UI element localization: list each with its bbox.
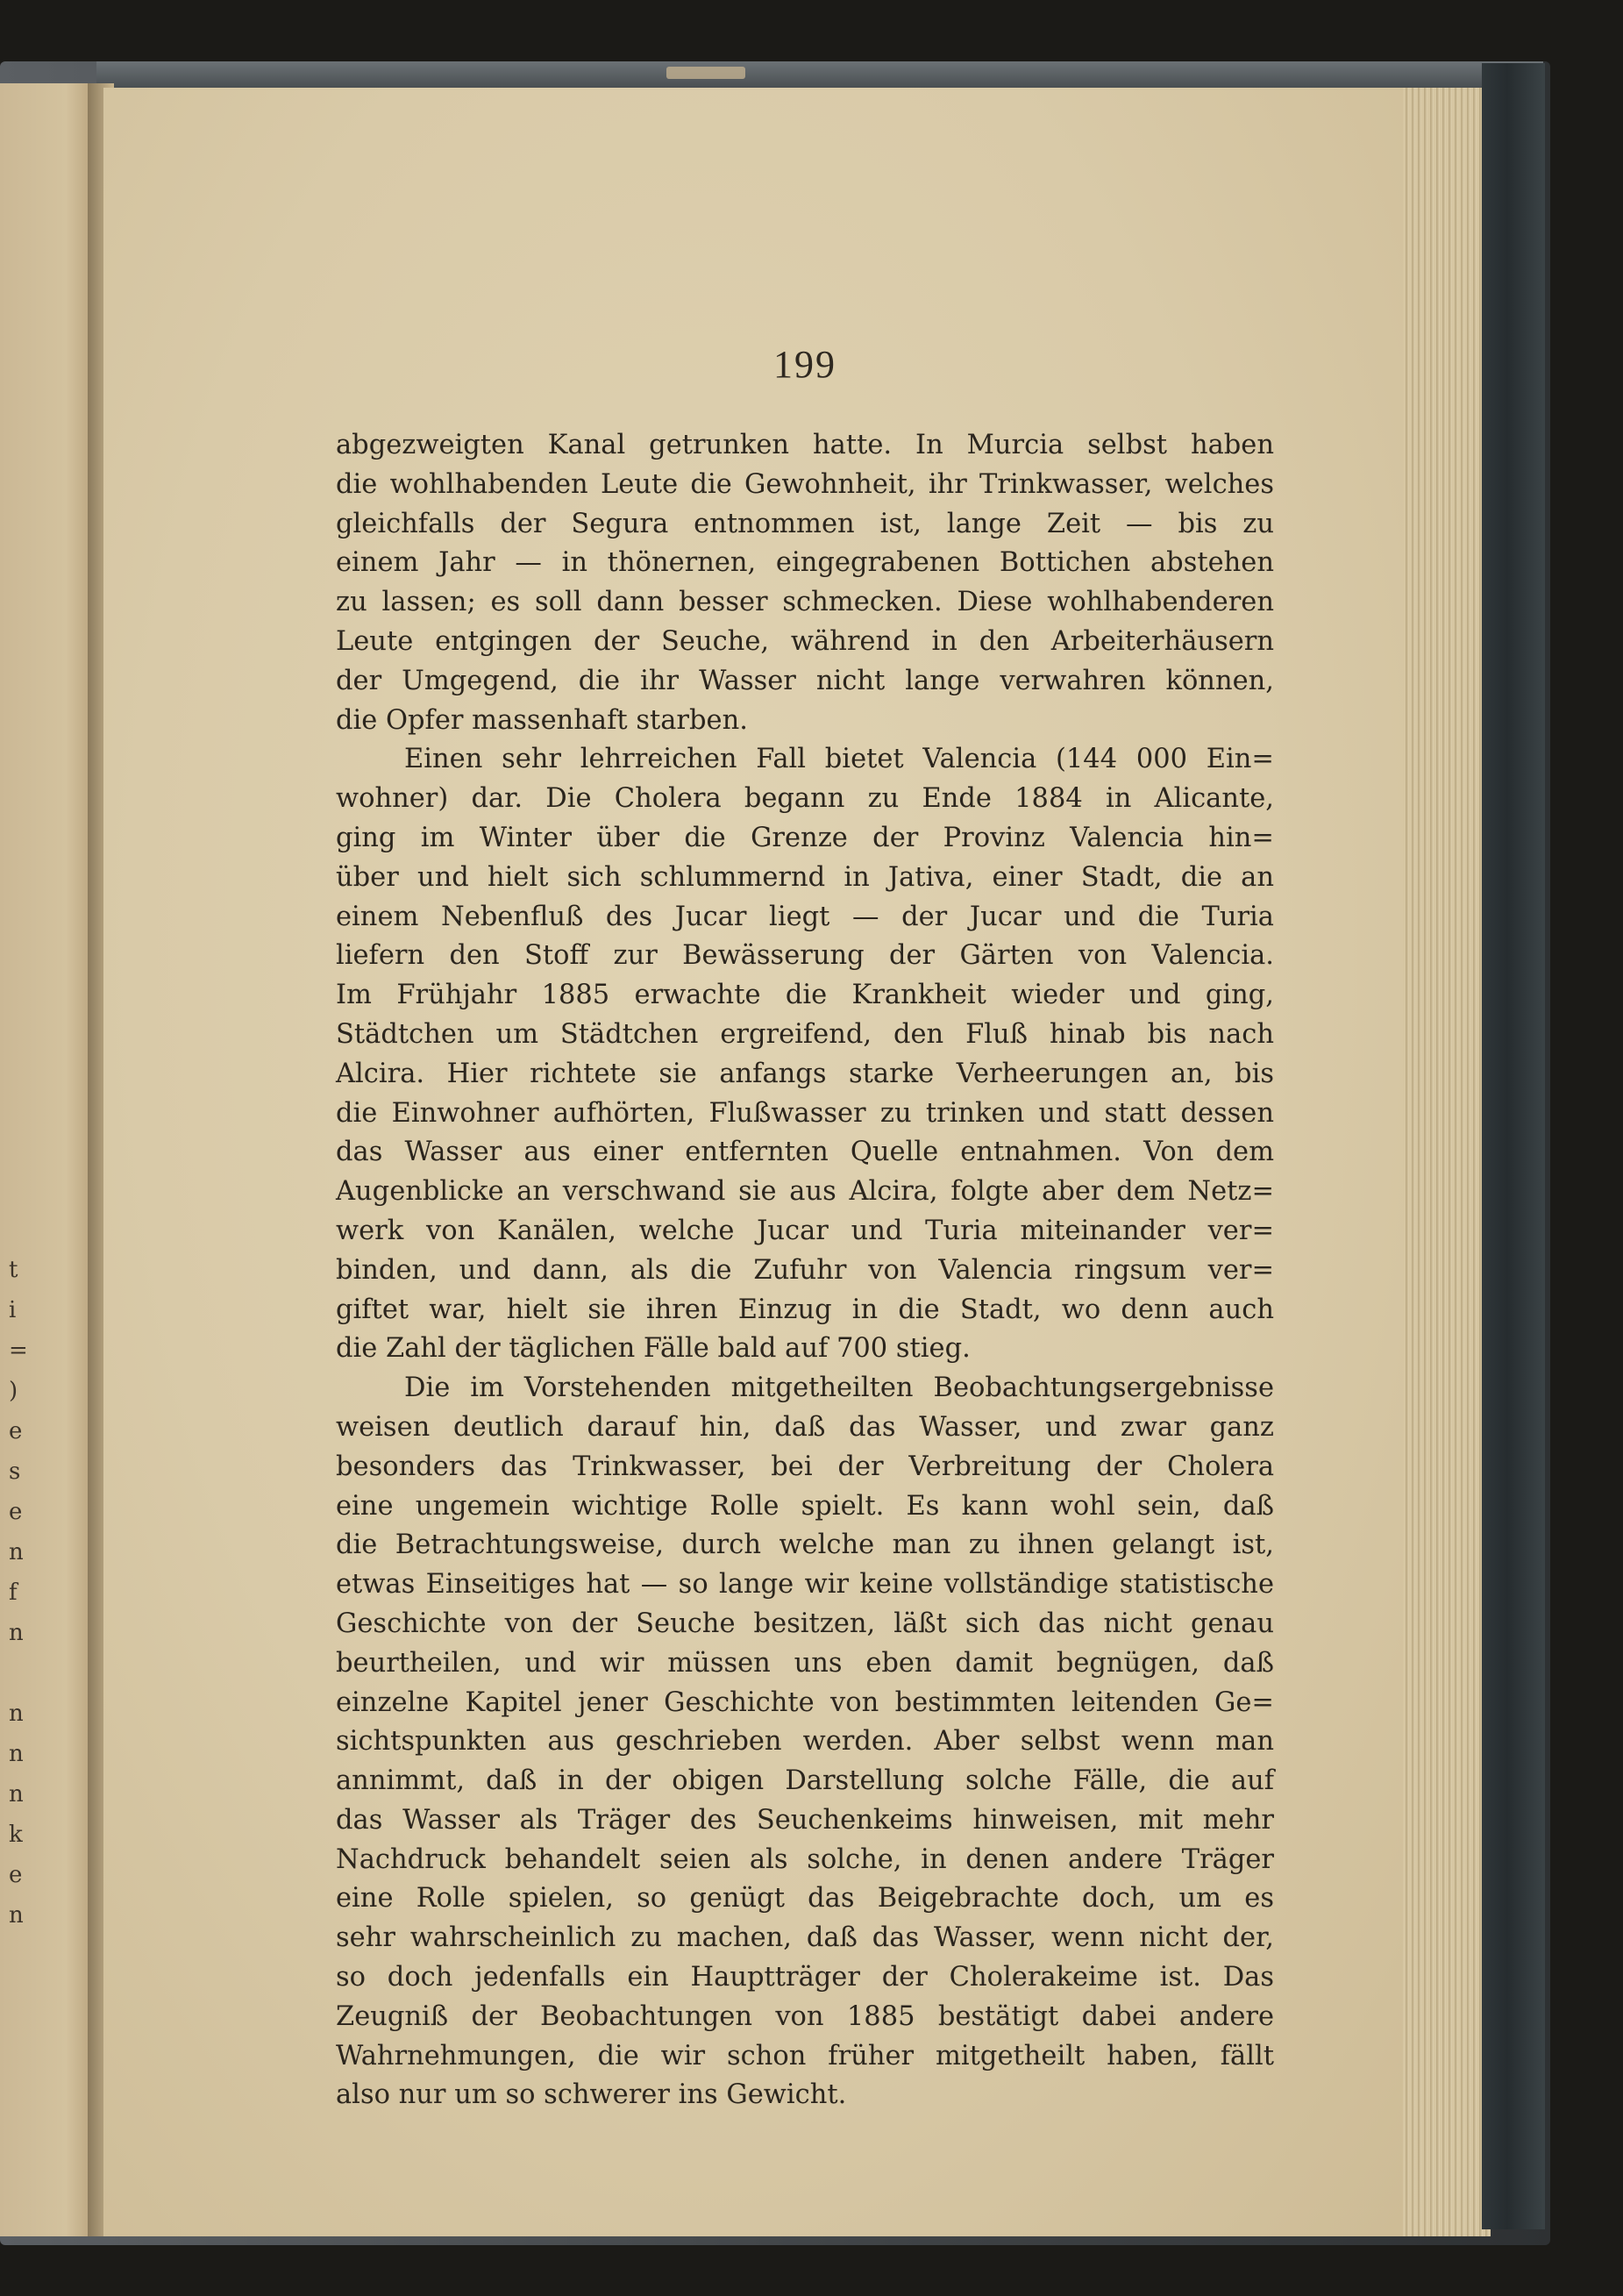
margin-fragment: i: [9, 1297, 17, 1323]
text-line: über und hielt sich schlummernd in Jativa, einer Stadt, die an: [336, 861, 1274, 893]
text-line: eine Rolle spielen, so genügt das Beigebrachte doch, um es: [336, 1883, 1274, 1915]
margin-fragment: f: [9, 1579, 18, 1606]
text-line: abgezweigten Kanal getrunken hatte. In Murcia selbst haben: [336, 430, 1274, 460]
text-line: ging im Winter über die Grenze der Provinz Valencia hin=: [336, 822, 1274, 853]
text-line: Nachdruck behandelt seien als solche, in denen andere Träger: [336, 1843, 1274, 1875]
text-line: liefern den Stoff zur Bewässerung der Gärten von Valencia.: [336, 940, 1274, 972]
left-page-margin-fragments: [9, 1250, 44, 1936]
left-page-edge: [0, 83, 95, 2236]
text-line: Städtchen um Städtchen ergreifend, den Fluß hinab bis nach: [336, 1018, 1274, 1050]
margin-fragment: s: [9, 1458, 21, 1485]
text-line: Augenblicke an verschwand sie aus Alcira, folgte aber dem Netz=: [336, 1176, 1274, 1208]
cover-top-edge: [96, 61, 1543, 91]
margin-fragment: n: [9, 1539, 24, 1565]
margin-fragment: ): [9, 1378, 18, 1404]
text-line: Alcira. Hier richtete sie anfangs starke Verheerungen an, bis: [336, 1058, 1274, 1089]
text-line: zu lassen; es soll dann besser schmecken. Diese wohlhabenderen: [336, 587, 1274, 618]
text-line: beurtheilen, und wir müssen uns eben damit begnügen, daß: [336, 1647, 1274, 1679]
text-line: die wohlhabenden Leute die Gewohnheit, ihr Trinkwasser, welches: [336, 468, 1274, 500]
margin-fragment: =: [9, 1337, 28, 1364]
text-line: Im Frühjahr 1885 erwachte die Krankheit wieder und ging,: [336, 980, 1274, 1011]
text-line: eine ungemein wichtige Rolle spielt. Es kann wohl sein, daß: [336, 1490, 1274, 1522]
right-page: [103, 88, 1436, 2236]
text-line: die Zahl der täglichen Fälle bald auf 700 stieg.: [336, 1333, 971, 1365]
page-number: 199: [773, 343, 836, 386]
text-line: annimmt, daß in der obigen Darstellung solche Fälle, die auf: [336, 1765, 1274, 1797]
text-line: besonders das Trinkwasser, bei der Verbreitung der Cholera: [336, 1451, 1274, 1482]
text-line: wohner) dar. Die Cholera begann zu Ende 1884 in Alicante,: [336, 783, 1274, 815]
text-line: binden, und dann, als die Zufuhr von Valencia ringsum ver=: [336, 1254, 1274, 1286]
margin-fragment: e: [9, 1418, 23, 1444]
text-line: Geschichte von der Seuche besitzen, läßt sich das nicht genau: [336, 1608, 1274, 1639]
margin-fragment: [9, 1653, 44, 1693]
text-line: einem Nebenfluß des Jucar liegt — der Jucar und die Turia: [336, 901, 1274, 932]
margin-fragment: n: [9, 1902, 24, 1929]
text-line: sehr wahrscheinlich zu machen, daß das Wasser, wenn nicht der,: [336, 1922, 1274, 1954]
margin-fragment: t: [9, 1257, 18, 1283]
text-line: giftet war, hielt sie ihren Einzug in die Stadt, wo denn auch: [336, 1294, 1274, 1325]
margin-fragment: n: [9, 1620, 24, 1646]
text-line: Leute entgingen der Seuche, während in den Arbeiterhäusern: [336, 625, 1274, 657]
margin-fragment: k: [9, 1822, 23, 1848]
cover-tear: [666, 67, 745, 79]
margin-fragment: n: [9, 1781, 24, 1808]
text-line: die Einwohner aufhörten, Flußwasser zu trinken und statt dessen: [336, 1097, 1274, 1129]
text-line: etwas Einseitiges hat — so lange wir keine vollständige statistische: [336, 1569, 1274, 1601]
margin-fragment: n: [9, 1701, 24, 1727]
text-line: weisen deutlich darauf hin, daß das Wasser, und zwar ganz: [336, 1411, 1274, 1443]
text-line: einzelne Kapitel jener Geschichte von bestimmten leitenden Ge=: [336, 1686, 1274, 1718]
text-line: die Opfer massenhaft starben.: [336, 704, 748, 736]
text-line: also nur um so schwerer ins Gewicht.: [336, 2079, 847, 2111]
margin-fragment: e: [9, 1862, 23, 1888]
margin-fragment: n: [9, 1741, 24, 1767]
text-line: die Betrachtungsweise, durch welche man zu ihnen gelangt ist,: [336, 1529, 1274, 1561]
body-text: [336, 426, 1274, 2115]
text-line: so doch jedenfalls ein Hauptträger der Cholerakeime ist. Das: [336, 1962, 1274, 1993]
text-line: das Wasser als Träger des Seuchenkeims hinweisen, mit mehr: [336, 1804, 1274, 1836]
text-line: werk von Kanälen, welche Jucar und Turia miteinander ver=: [336, 1215, 1274, 1246]
text-line: einem Jahr — in thönernen, eingegrabenen Bottichen abstehen: [336, 547, 1274, 579]
text-line: das Wasser aus einer entfernten Quelle entnahmen. Von dem: [336, 1137, 1274, 1168]
text-line: Die im Vorstehenden mitgetheilten Beobachtungsergebnisse: [404, 1373, 1274, 1404]
margin-fragment: e: [9, 1499, 23, 1525]
text-line: gleichfalls der Segura entnommen ist, lange Zeit — bis zu: [336, 508, 1274, 539]
page-edge-stack: [1403, 88, 1491, 2236]
text-line: Einen sehr lehrreichen Fall bietet Valencia (144 000 Ein=: [404, 744, 1274, 775]
text-line: der Umgegend, die ihr Wasser nicht lange verwahren können,: [336, 665, 1274, 696]
text-line: sichtspunkten aus geschrieben werden. Aber selbst wenn man: [336, 1726, 1274, 1758]
book-cover-spine-edge: [1482, 63, 1545, 2229]
text-line: Wahrnehmungen, die wir schon früher mitgetheilt haben, fällt: [336, 2040, 1274, 2071]
text-line: Zeugniß der Beobachtungen von 1885 bestätigt dabei andere: [336, 2000, 1274, 2032]
